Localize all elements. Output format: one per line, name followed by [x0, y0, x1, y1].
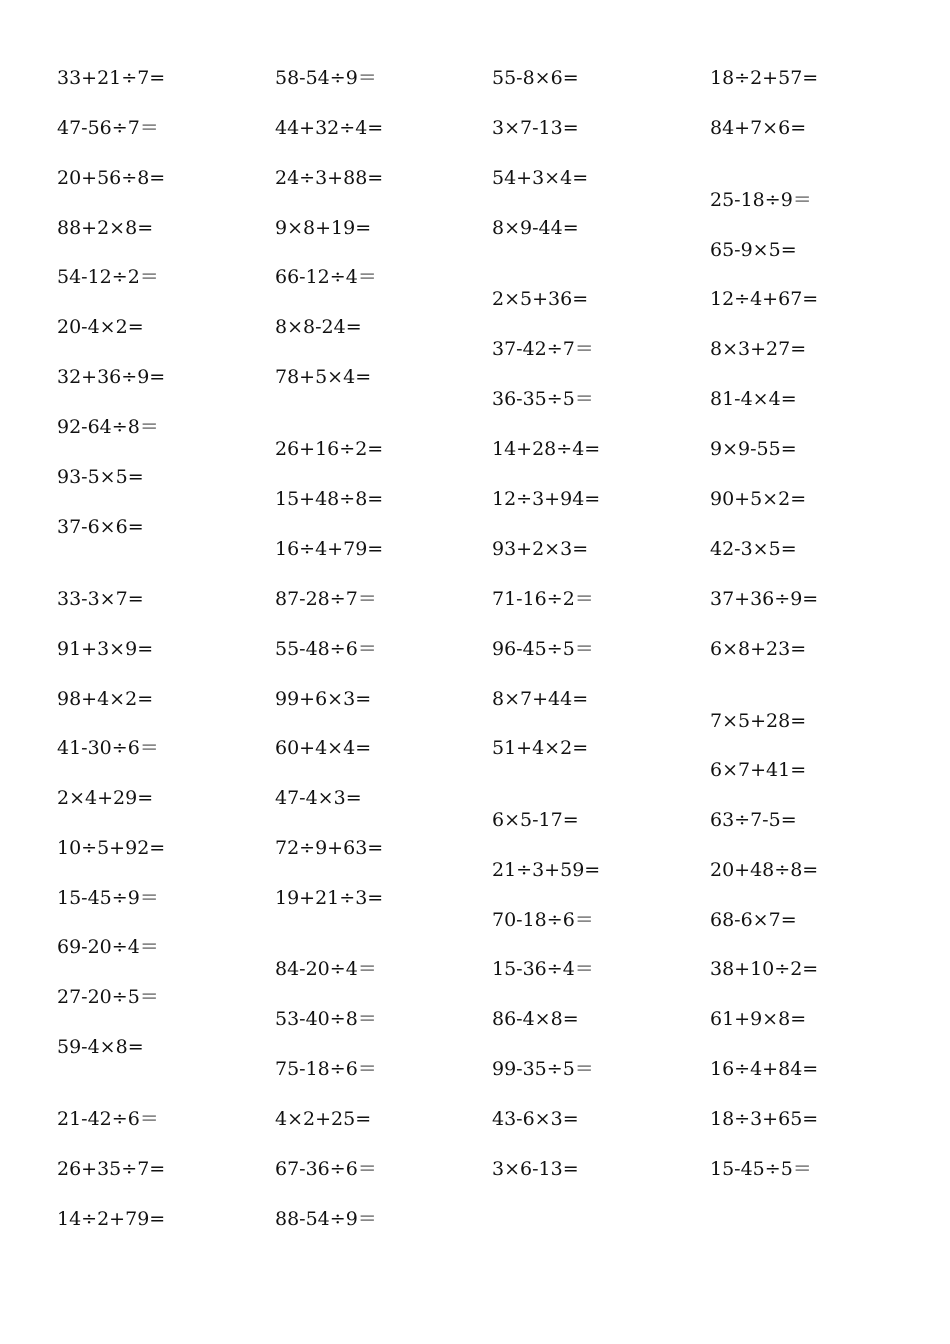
math-problem: 96-45÷5＝ — [492, 638, 594, 660]
math-problem: 20-4×2= — [57, 316, 144, 338]
math-problem: 7×5+28= — [710, 710, 807, 732]
math-problem: 88-54÷9＝ — [275, 1208, 377, 1230]
math-problem: 88+2×8= — [57, 217, 154, 239]
math-problem: 26+16÷2= — [275, 438, 384, 460]
math-problem: 42-3×5= — [710, 538, 797, 560]
math-problem: 27-20÷5＝ — [57, 986, 159, 1008]
math-problem: 66-12÷4＝ — [275, 266, 377, 288]
math-problem: 69-20÷4＝ — [57, 936, 159, 958]
math-problem: 25-18÷9＝ — [710, 189, 812, 211]
math-problem: 10÷5+92= — [57, 837, 166, 859]
math-problem: 65-9×5= — [710, 239, 797, 261]
math-problem: 70-18÷6＝ — [492, 909, 594, 931]
math-problem: 6×5-17= — [492, 809, 579, 831]
math-problem: 21-42÷6＝ — [57, 1108, 159, 1130]
math-problem: 2×5+36= — [492, 288, 589, 310]
math-problem: 44+32÷4= — [275, 117, 384, 139]
math-problem: 90+5×2= — [710, 488, 807, 510]
math-problem: 58-54÷9＝ — [275, 67, 377, 89]
math-problem: 47-4×3= — [275, 787, 362, 809]
math-problem: 3×7-13= — [492, 117, 579, 139]
problem-column-3 — [492, 0, 702, 1344]
math-problem: 41-30÷6＝ — [57, 737, 159, 759]
math-problem: 54+3×4= — [492, 167, 589, 189]
math-problem: 37+36÷9= — [710, 588, 819, 610]
math-problem: 84-20÷4＝ — [275, 958, 377, 980]
math-problem: 18÷2+57= — [710, 67, 819, 89]
math-problem: 67-36÷6＝ — [275, 1158, 377, 1180]
math-problem: 20+48÷8= — [710, 859, 819, 881]
math-problem: 68-6×7= — [710, 909, 797, 931]
math-problem: 2×4+29= — [57, 787, 154, 809]
math-problem: 15-36÷4＝ — [492, 958, 594, 980]
math-problem: 91+3×9= — [57, 638, 154, 660]
math-problem: 43-6×3= — [492, 1108, 579, 1130]
math-problem: 16÷4+84= — [710, 1058, 819, 1080]
math-problem: 61+9×8= — [710, 1008, 807, 1030]
math-problem: 99-35÷5＝ — [492, 1058, 594, 1080]
math-problem: 20+56÷8= — [57, 167, 166, 189]
math-problem: 9×9-55= — [710, 438, 797, 460]
math-problem: 92-64÷8＝ — [57, 416, 159, 438]
math-problem: 14÷2+79= — [57, 1208, 166, 1230]
math-problem: 38+10÷2= — [710, 958, 819, 980]
math-problem: 6×7+41= — [710, 759, 807, 781]
math-problem: 78+5×4= — [275, 366, 372, 388]
math-problem: 93+2×3= — [492, 538, 589, 560]
math-problem: 60+4×4= — [275, 737, 372, 759]
math-problem: 55-48÷6＝ — [275, 638, 377, 660]
math-problem: 84+7×6= — [710, 117, 807, 139]
math-problem: 8×8-24= — [275, 316, 362, 338]
math-problem: 51+4×2= — [492, 737, 589, 759]
math-problem: 19+21÷3= — [275, 887, 384, 909]
math-problem: 63÷7-5= — [710, 809, 797, 831]
math-problem: 16÷4+79= — [275, 538, 384, 560]
math-problem: 15-45÷9＝ — [57, 887, 159, 909]
math-problem: 15-45÷5＝ — [710, 1158, 812, 1180]
math-problem: 86-4×8= — [492, 1008, 579, 1030]
math-problem: 6×8+23= — [710, 638, 807, 660]
math-problem: 72÷9+63= — [275, 837, 384, 859]
math-problem: 53-40÷8＝ — [275, 1008, 377, 1030]
math-problem: 33-3×7= — [57, 588, 144, 610]
math-problem: 37-42÷7＝ — [492, 338, 594, 360]
math-problem: 26+35÷7= — [57, 1158, 166, 1180]
math-problem: 33+21÷7= — [57, 67, 166, 89]
math-problem: 4×2+25= — [275, 1108, 372, 1130]
problem-column-2 — [275, 0, 485, 1344]
math-problem: 55-8×6= — [492, 67, 579, 89]
math-problem: 21÷3+59= — [492, 859, 601, 881]
math-problem: 98+4×2= — [57, 688, 154, 710]
math-problem: 12÷4+67= — [710, 288, 819, 310]
math-problem: 54-12÷2＝ — [57, 266, 159, 288]
problem-column-4 — [710, 0, 920, 1344]
math-problem: 8×9-44= — [492, 217, 579, 239]
math-problem: 24÷3+88= — [275, 167, 384, 189]
math-problem: 3×6-13= — [492, 1158, 579, 1180]
math-problem: 47-56÷7＝ — [57, 117, 159, 139]
math-problem: 9×8+19= — [275, 217, 372, 239]
math-problem: 99+6×3= — [275, 688, 372, 710]
math-problem: 87-28÷7＝ — [275, 588, 377, 610]
math-problem: 37-6×6= — [57, 516, 144, 538]
math-problem: 81-4×4= — [710, 388, 797, 410]
math-problem: 93-5×5= — [57, 466, 144, 488]
math-problem: 14+28÷4= — [492, 438, 601, 460]
math-problem: 75-18÷6＝ — [275, 1058, 377, 1080]
problem-column-1 — [57, 0, 267, 1344]
math-problem: 12÷3+94= — [492, 488, 601, 510]
math-problem: 59-4×8= — [57, 1036, 144, 1058]
math-problem: 18÷3+65= — [710, 1108, 819, 1130]
math-problem: 8×3+27= — [710, 338, 807, 360]
math-problem: 8×7+44= — [492, 688, 589, 710]
math-problem: 71-16÷2＝ — [492, 588, 594, 610]
math-problem: 36-35÷5＝ — [492, 388, 594, 410]
math-problem: 15+48÷8= — [275, 488, 384, 510]
math-problem: 32+36÷9= — [57, 366, 166, 388]
